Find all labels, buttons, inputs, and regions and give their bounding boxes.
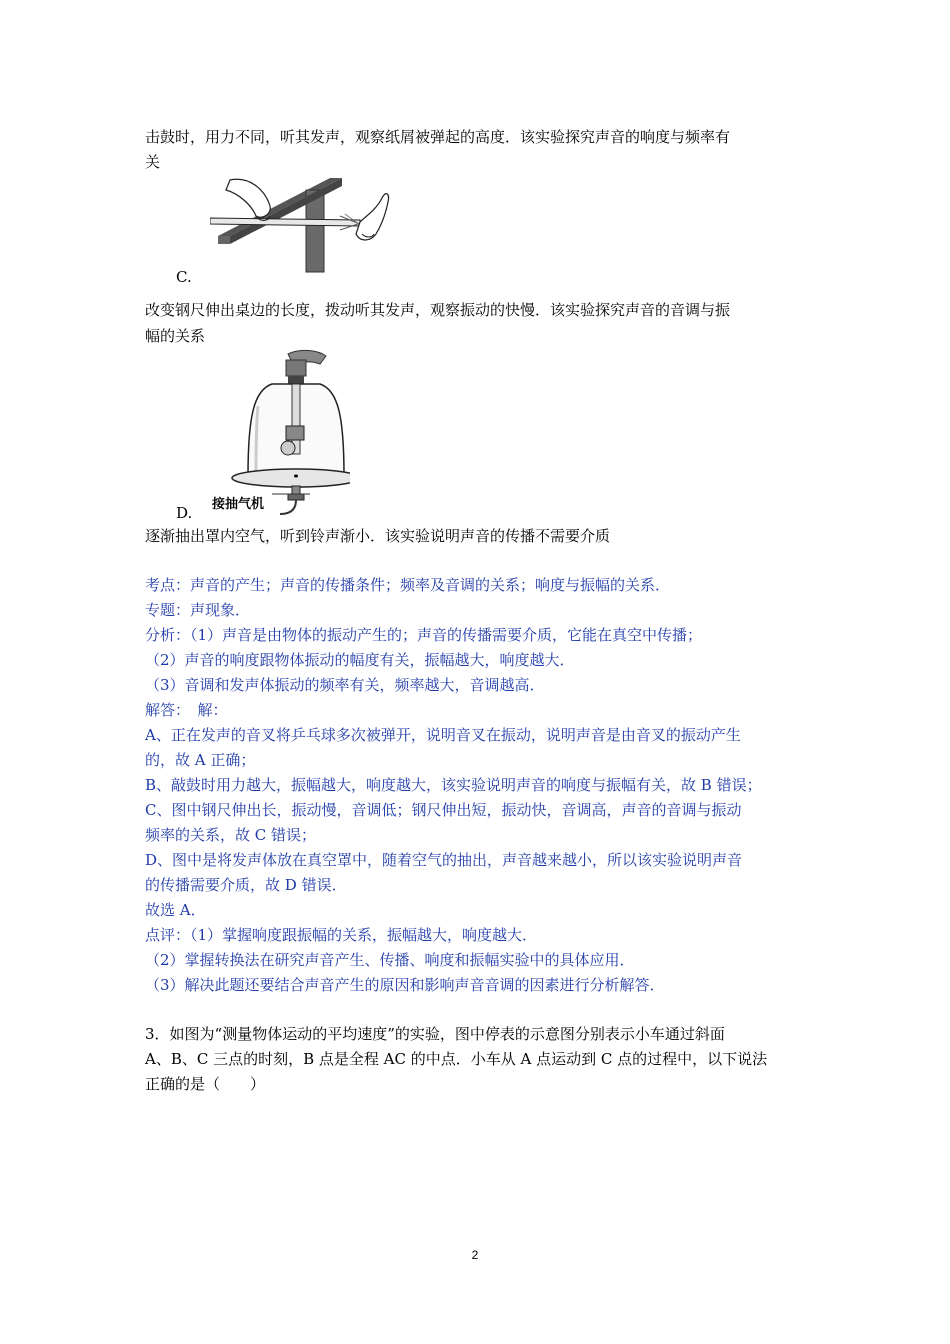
answer-c-line1: C、图中钢尺伸出长，振动慢，音调低；钢尺伸出短，振动快，音调高，声音的音调与振动 [145,801,742,819]
question3-line1: 3．如图为“测量物体运动的平均速度”的实验，图中停表的示意图分别表示小车通过斜面 [145,1025,725,1043]
option-d-label: D. [176,504,193,522]
fenxi-line2: （2）声音的响度跟物体振动的幅度有关，振幅越大，响度越大． [145,651,575,669]
answer-a-line1: A、正在发声的音叉将乒乓球多次被弹开，说明音叉在振动，说明声音是由音叉的振动产生 [145,726,741,744]
option-c-text-line1: 改变钢尺伸出桌边的长度，拨动听其发声，观察振动的快慢．该实验探究声音的音调与振 [145,301,731,319]
fenxi-line3: （3）音调和发声体振动的频率有关，频率越大，音调越高． [145,676,545,694]
page-number: 2 [471,1248,479,1262]
question3-line2: A、B、C 三点的时刻，B 点是全程 AC 的中点．小车从 A 点运动到 C 点的过程中，以下说法 [145,1050,768,1068]
dianping-line1: 点评：（1）掌握响度跟振幅的关系，振幅越大，响度越大． [145,926,538,944]
kaodian-line: 考点：声音的产生；声音的传播条件；频率及音调的关系；响度与振幅的关系． [145,576,671,594]
pump-caption: 接抽气机 [212,497,265,512]
option-c-label: C. [176,268,192,286]
fenxi-line1: 分析：（1）声音是由物体的振动产生的；声音的传播需要介质，它能在真空中传播； [145,626,703,644]
option-b-text-line1: 击鼓时，用力不同，听其发声，观察纸屑被弹起的高度．该实验探究声音的响度与频率有 [145,128,731,146]
zhuanti-line: 专题：声现象． [145,601,251,619]
jieda-line: 解答： 解： [145,701,228,719]
option-c-text-line2: 幅的关系 [145,327,206,345]
guxuan-line: 故选 A． [145,901,206,919]
answer-d-line2: 的传播需要介质，故 D 错误． [145,876,347,894]
steel-ruler-experiment-figure [210,176,392,274]
answer-b-line1: B、敲鼓时用力越大，振幅越大，响度越大，该实验说明声音的响度与振幅有关，故 B 错误； [145,776,762,794]
option-b-text-line2: 关 [145,153,161,171]
option-d-text-line1: 逐渐抽出罩内空气，听到铃声渐小．该实验说明声音的传播不需要介质 [145,527,611,545]
dianping-line3: （3）解决此题还要结合声音产生的原因和影响声音音调的因素进行分析解答． [145,976,665,994]
answer-d-line1: D、图中是将发声体放在真空罩中，随着空气的抽出，声音越来越小，所以该实验说明声音 [145,851,743,869]
question3-line3: 正确的是（ ） [145,1075,266,1093]
answer-c-line2: 频率的关系，故 C 错误； [145,826,317,844]
dianping-line2: （2）掌握转换法在研究声音产生、传播、响度和振幅实验中的具体应用． [145,951,635,969]
answer-a-line2: 的，故 A 正确； [145,751,256,769]
